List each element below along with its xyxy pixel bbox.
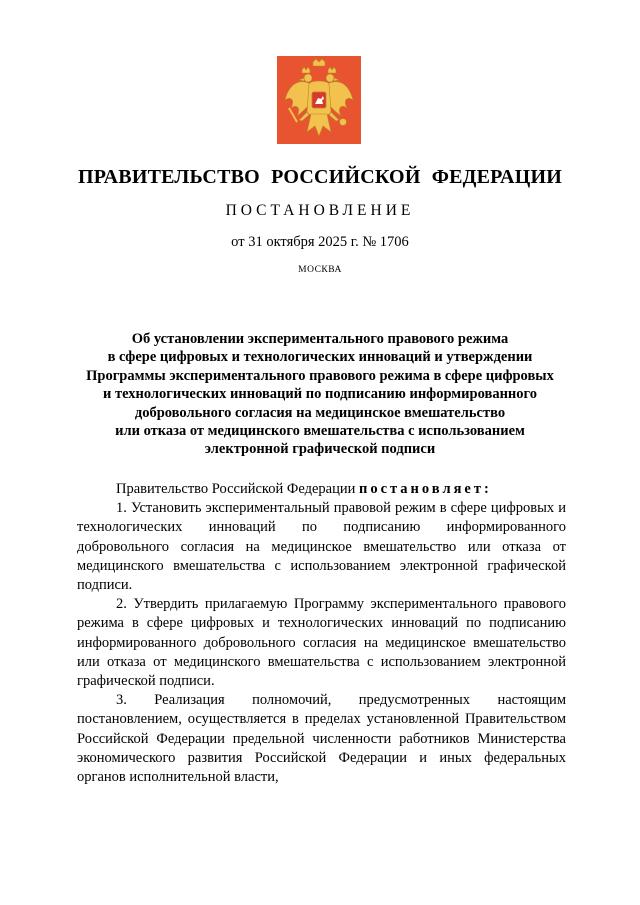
title-line: Об установлении экспериментального правового режима xyxy=(131,331,509,347)
paragraph-2: 2. Утвердить прилагаемую Программу экспериментального правового режима в сфере цифровых и технологических инноваций по подписанию информированного добровольного согласия на медицинское вмешательство или отказа от медицинского вмешательства с использованием электронной графической подписи. xyxy=(77,596,566,690)
date-and-number: от 31 октября 2025 г. № 1706 xyxy=(231,234,409,250)
document-type: ПОСТАНОВЛЕНИЕ xyxy=(225,202,415,219)
title-line: и технологических инноваций по подписанию информированного xyxy=(102,386,538,403)
paragraph-3: 3. Реализация полномочий, предусмотренных настоящим постановлением, осуществляется в пределах установленной Правительством Российской Федерации предельной численности работников Министерства экономического развития Российской Федерации и иных федеральных органов исполнительной власти, xyxy=(77,692,566,786)
preamble-text: Правительство Российской Федерации xyxy=(116,481,356,497)
document-body xyxy=(77,480,566,787)
city: МОСКВА xyxy=(298,265,342,275)
title-line: добровольного согласия на медицинское вмешательство xyxy=(134,404,506,421)
coat-of-arms-icon xyxy=(277,56,361,144)
organization-title: ПРАВИТЕЛЬСТВО РОССИЙСКОЙ ФЕДЕРАЦИИ xyxy=(78,166,562,188)
title-line: в сфере цифровых и технологических инноваций и утверждении xyxy=(107,349,533,366)
title-line: электронной графической подписи xyxy=(204,441,436,458)
title-line: или отказа от медицинского вмешательства с использованием xyxy=(115,423,525,440)
paragraph-1: 1. Установить экспериментальный правовой режим в сфере цифровых и технологических инноваций по подписанию информированного добровольного согласия на медицинское вмешательство или отказа от медицинского вмешательства с использованием электронной графической подписи. xyxy=(77,500,566,594)
document-title xyxy=(70,330,570,459)
preamble xyxy=(77,480,566,499)
title-line: Программы экспериментального правового режима в сфере цифровых xyxy=(86,367,554,384)
resolves-word: постановляет: xyxy=(358,481,492,497)
